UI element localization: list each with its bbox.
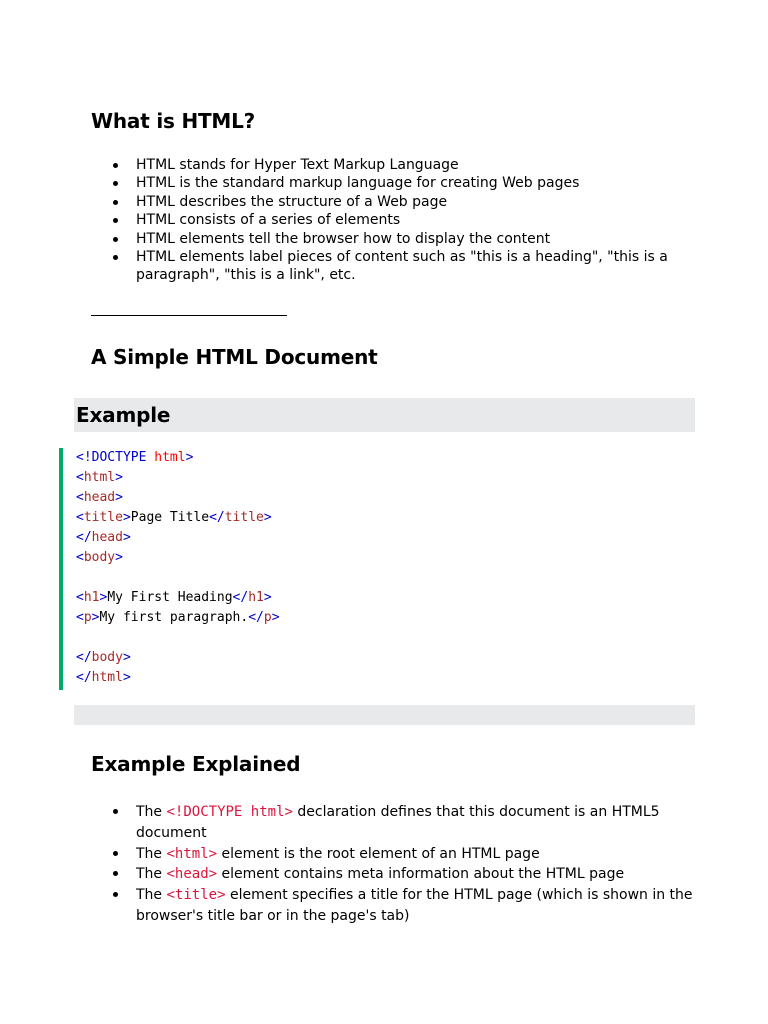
code-text: Page Title (130, 510, 210, 525)
code-token: <!DOCTYPE (76, 450, 147, 465)
list-item (136, 864, 696, 885)
code-token: < (76, 610, 84, 625)
code-token: > (122, 510, 131, 525)
list-item (136, 802, 696, 844)
code-token: head (91, 530, 123, 545)
heading-what-is-html: What is HTML? (91, 109, 256, 133)
item-text: The (136, 887, 167, 904)
section-divider (91, 315, 287, 316)
item-text: element specifies a title for the HTML page (which is shown in the browser's title bar or in the page's tab) (136, 887, 693, 924)
list-item: HTML stands for Hyper Text Markup Language (136, 156, 696, 174)
code-token: h1 (83, 590, 100, 605)
code-token: < (76, 470, 84, 485)
code-token: > (115, 470, 123, 485)
code-line-doctype (76, 448, 193, 468)
item-text: element is the root element of an HTML page (217, 845, 540, 862)
code-line-html-open (76, 468, 123, 488)
example-header-bar (74, 398, 695, 432)
code-token: > (99, 590, 108, 605)
code-token: < (76, 550, 84, 565)
list-item: HTML is the standard markup language for creating Web pages (136, 174, 696, 192)
code-token: html (146, 450, 186, 465)
heading-example-explained: Example Explained (91, 752, 301, 776)
code-token: > (122, 670, 131, 685)
inline-code: <html> (166, 845, 218, 862)
inline-code: <!DOCTYPE html> (166, 804, 293, 820)
code-token: </ (76, 670, 92, 685)
inline-code: <title> (166, 887, 226, 904)
code-token: body (83, 550, 116, 565)
code-token: title (224, 510, 264, 525)
code-token: html (91, 670, 123, 685)
list-item (136, 844, 696, 865)
code-token: > (263, 590, 272, 605)
code-token: > (271, 610, 280, 625)
code-line-p (76, 608, 280, 628)
code-token: > (115, 490, 123, 505)
code-token: < (76, 590, 84, 605)
list-item (136, 885, 696, 927)
code-line-body-open (76, 548, 123, 568)
list-item: HTML consists of a series of elements (136, 211, 696, 229)
code-example-block (59, 448, 699, 690)
code-token: < (76, 490, 84, 505)
code-token: p (263, 610, 272, 625)
code-token: > (115, 550, 123, 565)
code-token: > (122, 530, 131, 545)
code-token: </ (209, 510, 225, 525)
code-line-title (76, 508, 272, 528)
explained-bullet-list (91, 802, 696, 927)
code-line-h1 (76, 588, 272, 608)
code-token: </ (76, 650, 92, 665)
list-item: HTML elements label pieces of content such as "this is a heading", "this is a paragraph", "this is a link", etc. (136, 248, 696, 285)
code-text: My first paragraph. (99, 610, 249, 625)
code-text: My First Heading (107, 590, 233, 605)
code-token: p (83, 610, 92, 625)
inline-code: <head> (166, 866, 218, 883)
heading-simple-html-document: A Simple HTML Document (91, 345, 378, 369)
code-token: > (185, 450, 194, 465)
code-line-head-close (76, 528, 131, 548)
item-text: element contains meta information about the HTML page (217, 866, 625, 883)
list-item: HTML describes the structure of a Web page (136, 193, 696, 211)
code-token: > (91, 610, 100, 625)
code-token: < (76, 510, 84, 525)
code-token: </ (248, 610, 264, 625)
code-token: > (122, 650, 131, 665)
item-text: declaration defines that this document is an HTML5 document (136, 804, 660, 841)
code-line-html-close (76, 668, 131, 688)
code-token: > (263, 510, 272, 525)
example-label: Example (76, 403, 171, 427)
code-token: title (83, 510, 123, 525)
item-text: The (136, 845, 167, 862)
list-item: HTML elements tell the browser how to display the content (136, 230, 696, 248)
code-line-body-close (76, 648, 131, 668)
code-token: h1 (248, 590, 264, 605)
item-text: The (136, 804, 167, 820)
code-token: html (83, 470, 116, 485)
intro-bullet-list (91, 156, 696, 285)
code-token: head (83, 490, 116, 505)
item-text: The (136, 866, 167, 883)
code-token: body (91, 650, 123, 665)
example-footer-bar (74, 705, 695, 725)
code-token: </ (76, 530, 92, 545)
code-line-head-open (76, 488, 123, 508)
code-token: </ (232, 590, 249, 605)
